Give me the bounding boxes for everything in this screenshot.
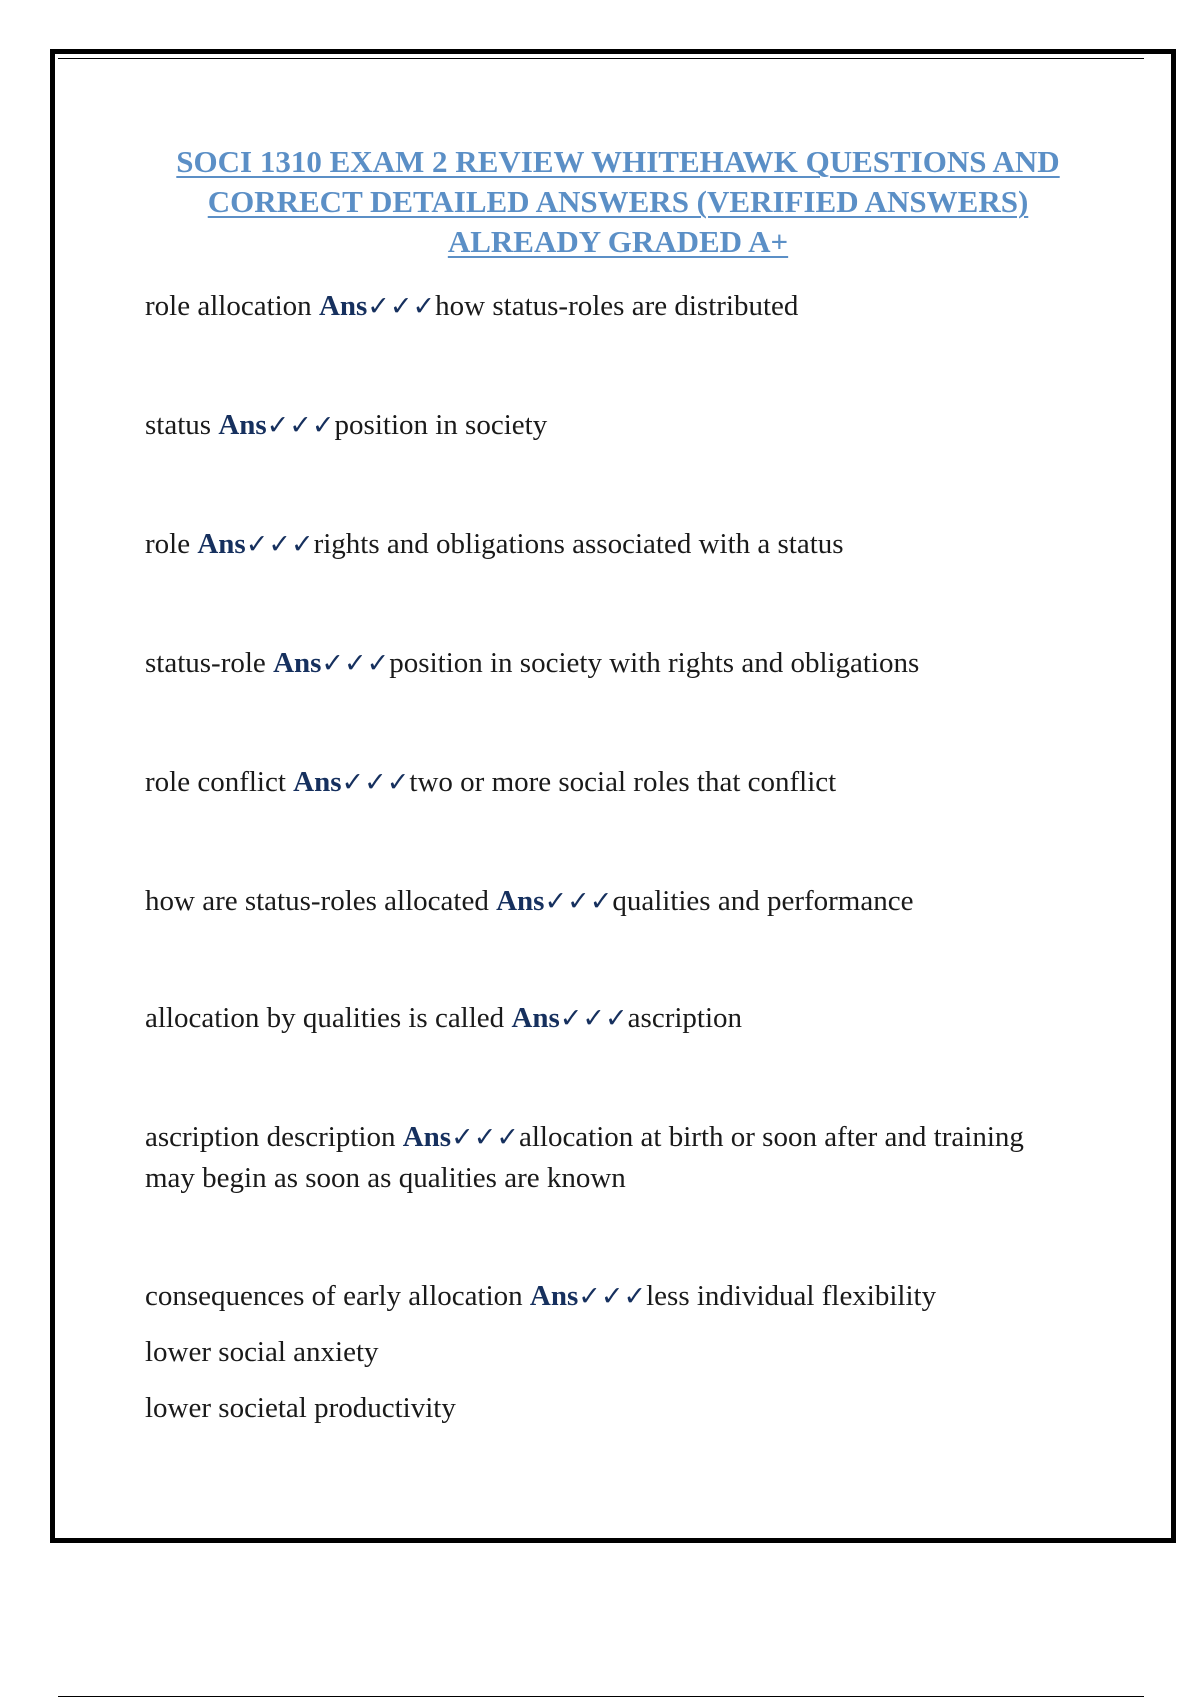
question-term: how are status-roles allocated bbox=[145, 885, 489, 917]
qa-item bbox=[145, 881, 1045, 922]
answer-label: Ans bbox=[293, 766, 342, 798]
answer-extra-line: lower social anxiety bbox=[145, 1336, 379, 1368]
answer-text: less individual flexibility bbox=[646, 1280, 937, 1312]
check-marks-icon: ✓✓✓ bbox=[451, 1122, 519, 1153]
question-term: role bbox=[145, 528, 191, 560]
qa-item bbox=[145, 286, 1045, 327]
question-term: allocation by qualities is called bbox=[145, 1002, 505, 1034]
answer-text: rights and obligations associated with a status bbox=[313, 528, 844, 560]
check-marks-icon: ✓✓✓ bbox=[578, 1281, 647, 1312]
check-marks-icon: ✓✓✓ bbox=[559, 1003, 628, 1034]
answer-text: allocation at birth or soon after and training may begin as soon as qualities are known bbox=[145, 1121, 1024, 1194]
answer-label: Ans bbox=[218, 409, 267, 441]
check-marks-icon: ✓✓✓ bbox=[321, 648, 390, 679]
qa-item bbox=[145, 643, 1045, 684]
check-marks-icon: ✓✓✓ bbox=[367, 291, 436, 322]
answer-label: Ans bbox=[402, 1121, 452, 1153]
check-marks-icon: ✓✓✓ bbox=[266, 410, 335, 441]
answer-text: position in society bbox=[334, 409, 548, 441]
answer-text: qualities and performance bbox=[612, 885, 914, 917]
qa-item bbox=[145, 1117, 1025, 1199]
check-marks-icon: ✓✓✓ bbox=[544, 886, 613, 917]
answer-text: how status-roles are distributed bbox=[435, 290, 799, 322]
question-term: status-role bbox=[145, 647, 266, 679]
title-line: SOCI 1310 EXAM 2 REVIEW WHITEHAWK QUESTIONS AND bbox=[176, 144, 1060, 179]
question-term: consequences of early allocation bbox=[145, 1280, 523, 1312]
qa-item bbox=[145, 1276, 1045, 1429]
answer-label: Ans bbox=[318, 290, 368, 322]
answer-text: ascription bbox=[627, 1002, 743, 1034]
top-rule bbox=[58, 58, 1144, 59]
title-line: CORRECT DETAILED ANSWERS (VERIFIED ANSWERS) bbox=[207, 184, 1029, 219]
qa-item bbox=[145, 524, 1045, 565]
qa-item bbox=[145, 762, 1045, 803]
answer-label: Ans bbox=[273, 647, 322, 679]
question-term: ascription description bbox=[145, 1121, 396, 1153]
answer-label: Ans bbox=[529, 1280, 579, 1312]
check-marks-icon: ✓✓✓ bbox=[341, 767, 410, 798]
title-line: ALREADY GRADED A+ bbox=[447, 224, 789, 259]
answer-text: two or more social roles that conflict bbox=[409, 766, 837, 798]
answer-label: Ans bbox=[496, 885, 545, 917]
answer-text: position in society with rights and obligations bbox=[389, 647, 920, 679]
answer-label: Ans bbox=[197, 528, 246, 560]
bottom-rule bbox=[58, 1696, 1144, 1697]
qa-item bbox=[145, 405, 1045, 446]
answer-extra-line: lower societal productivity bbox=[145, 1392, 456, 1424]
answer-label: Ans bbox=[511, 1002, 560, 1034]
question-term: role conflict bbox=[145, 766, 286, 798]
document-title bbox=[120, 142, 1116, 262]
qa-item bbox=[145, 998, 1045, 1039]
check-marks-icon: ✓✓✓ bbox=[245, 529, 314, 560]
question-term: role allocation bbox=[145, 290, 312, 322]
question-term: status bbox=[145, 409, 212, 441]
